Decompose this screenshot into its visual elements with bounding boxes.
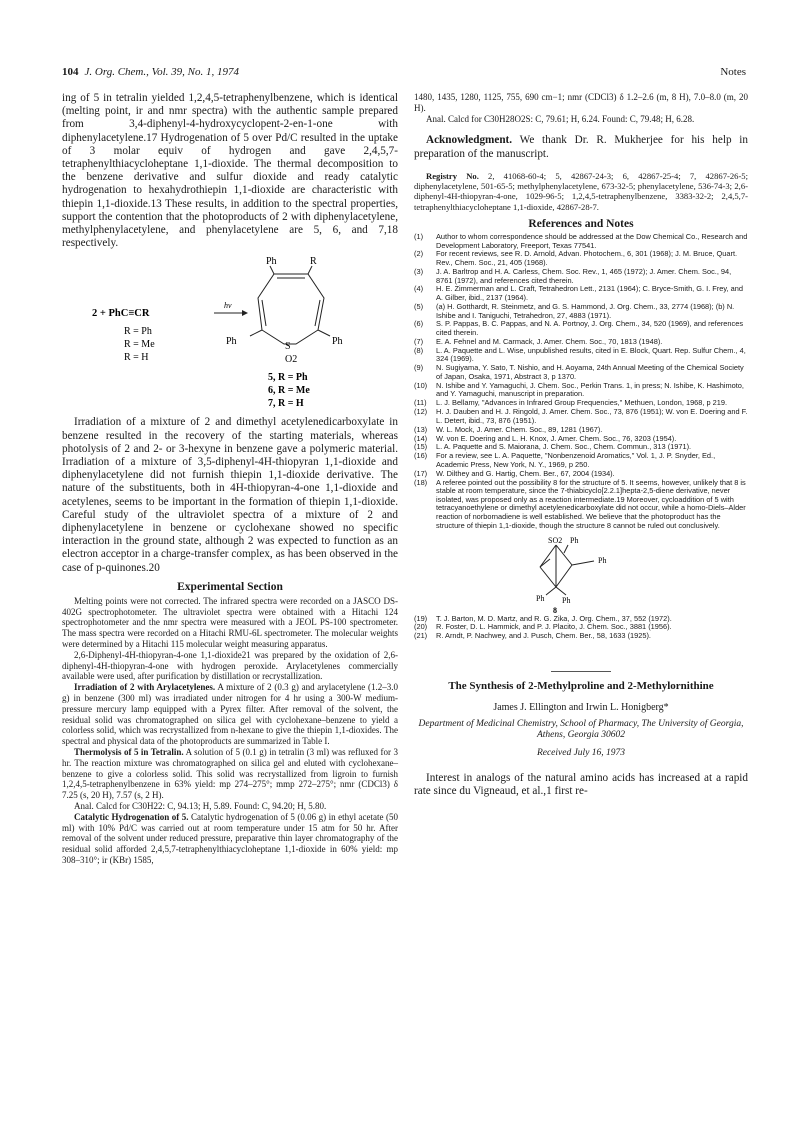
scheme-r-top: R <box>310 256 317 268</box>
fig8-so2: SO2 <box>548 535 563 545</box>
exp-runin-head: Irradiation of 2 with Arylacetylenes. <box>74 682 216 693</box>
fig8-label: 8 <box>553 605 557 615</box>
reference-text: T. J. Barton, M. D. Martz, and R. G. Zika, J. Org. Chem., 37, 552 (1972). <box>436 613 672 623</box>
paragraph-irradiation: Irradiation of a mixture of 2 and dimethyl acetylenedicarboxylate in benzene resulted in the recovery of the starting materials, whereas photolysis of 2 and 2- or 3-hexyne in benzene gave a polymeric material. Irradiation of a mixture of 3,5-diphenyl-4H-thiopyran 1,1-dioxide and diphenylacetylene did not furnish thiepin 1,1-dioxide derivative. The nature of the substituents, both in 4H-thiopyran-4-one 1,1-dioxide and acetylenes, seems to be important in the formation of thiepin 1,1-dioxide. Careful study of the ultraviolet spectra of a mixture of 2 and diphenylacetylene in benzene or cyclohexane showed no specific interaction in the ground state, although 2 was expected to function as an electron acceptor in a charge-transfer complex, as has been observed in the case of p-quinones.20 <box>62 416 398 574</box>
reference-text: For a review, see L. A. Paquette, "Nonbenzenoid Aromatics," Vol. 1, J. P. Snyder, Ed., Academic Press, New York, N. Y., 1969, p 250. <box>436 451 716 469</box>
reference-item <box>414 452 748 469</box>
reaction-scheme <box>62 250 398 416</box>
reference-text: H. J. Dauben and H. J. Ringold, J. Amer. Chem. Soc., 73, 876 (1951); W. von E. Doering and F. L. Detert, ibid., 73, 876 (1951). <box>436 407 748 425</box>
reference-text: A referee pointed out the possibility 8 for the structure of 5. It seems, however, unlikely that 8 is stable at room temperature, since the 7-thiabicyclo[2.2.1]hepta-2,5-diene derivative, never isolated, was proposed only as a reaction intermediate.19 Moreover, cycloaddition of 5 with tetracyanoethylene or dimethyl acetylenedicarboxylate did not occur, while a homo-Diels–Alder reaction of norbornadiene is well established. We believe that the photoproduct has the structure of thiepin 1,1-dioxide, though the structure 8 cannot be ruled out conclusively. <box>436 477 746 530</box>
reference-item <box>414 632 748 641</box>
exp-runin-text: Catalytic hydrogenation of 5 (0.06 g) in ethyl acetate (50 ml) with 10% Pd/C was carried out at room temperature under 15 atm for 50 hr. After removal of the solvent under reduced pressure, preparative thin layer chromatography of the residual solid afforded 2,4,5,7-tetraphenylthiacycloheptane 1,1-dioxide in 60% yield: mp 308–310°; ir (KBr) 1585, <box>62 811 399 865</box>
scheme-ph-top: Ph <box>266 256 277 268</box>
scheme-arrowhead <box>242 310 248 316</box>
fig8-bond <box>546 587 556 595</box>
scheme-drawing <box>62 250 398 416</box>
left-column <box>62 92 398 866</box>
reference-number: (9) <box>414 363 424 373</box>
reference-text: E. A. Fehnel and M. Carmack, J. Amer. Chem. Soc., 70, 1813 (1948). <box>436 336 663 346</box>
page-number: 104 <box>62 66 79 78</box>
scheme-r-item: R = H <box>124 352 149 364</box>
fig8-ph: Ph <box>598 555 607 565</box>
fig8-ph: Ph <box>562 595 571 605</box>
reference-text: W. von E. Doering and L. H. Knox, J. Amer. Chem. Soc., 76, 3203 (1954). <box>436 433 677 443</box>
reference-item <box>414 233 748 250</box>
exp-irradiation <box>62 682 398 747</box>
acknowledgment <box>414 134 748 160</box>
reference-item <box>414 285 748 302</box>
reference-item <box>414 347 748 364</box>
fig8-bond <box>540 567 556 587</box>
reference-number: (3) <box>414 266 424 276</box>
ack-text: We thank Dr. R. Mukherjee for his help in preparation of the manuscript. <box>414 134 748 160</box>
bond-ph-top <box>270 266 274 274</box>
bond-ph-right <box>318 330 330 336</box>
fig8-bond <box>556 565 572 587</box>
reference-number: (10) <box>414 380 428 390</box>
scheme-r-item: R = Ph <box>124 326 152 338</box>
references-list <box>414 233 748 530</box>
fig8-bond <box>572 561 594 565</box>
exp-runin-text: A solution of 5 (0.1 g) in tetralin (3 ml) was refluxed for 3 hr. The reaction mixture was chromatographed on silica gel and eluted with cyclohexane–benzene to give a colorless solid. This solid was recrystallized from ligroin to furnish 1,2,4,5-tetraphenylbenzene in 63% yield: mp 274–275°; mmp 272–275°; nmr (CDCl3) δ 7.25 (s, 20 H), 7.57 (s, 2 H). <box>62 747 398 801</box>
reference-text: L. A. Paquette and L. Wise, unpublished results, cited in E. Block, Quart. Rep. Sulfur Chem., 4, 324 (1969). <box>436 345 746 364</box>
scheme-ph-left: Ph <box>226 336 237 348</box>
article-received: Received July 16, 1973 <box>536 747 626 758</box>
reference-number: (19) <box>414 613 428 623</box>
registry-text: 2, 41068-60-4; 5, 42867-24-3; 6, 42867-25-4; 7, 42867-26-5; diphenylacetylene, 501-65-5; methylphenylacetylene, 673-32-5; phenylacetylene, 536-74-3; 2,6-diphenyl-4H-thiopyran-4-one, 1029-96-5; 1,2,4,5-tetraphenylbenzene, 3383-32-2; 2,4,5,7-tetraphenylthiacycloheptane 1,1-dioxide, 42867-28-7. <box>414 170 748 212</box>
reference-item <box>414 303 748 320</box>
running-header <box>62 66 746 80</box>
experimental-heading: Experimental Section <box>177 580 283 593</box>
reference-text: L. J. Bellamy, "Advances in Infrared Group Frequencies," Methuen, London, 1968, p 219. <box>436 398 728 408</box>
scheme-o2: O2 <box>285 354 298 366</box>
reference-number: (21) <box>414 631 428 641</box>
reference-text: S. P. Pappas, B. C. Pappas, and N. A. Portnoy, J. Org. Chem., 34, 520 (1969), and references cited therein. <box>436 319 744 337</box>
fig8-ph: Ph <box>570 535 579 545</box>
reference-item <box>414 268 748 285</box>
reference-number: (5) <box>414 301 424 311</box>
reference-text: J. A. Barltrop and H. A. Carless, Chem. Soc. Rev., 1, 465 (1972); J. Amer. Chem. Soc., 94, 8761 (1972), and references cited therein. <box>436 266 732 285</box>
reference-text: H. E. Zimmerman and L. Craft, Tetrahedron Lett., 2131 (1964); C. Bryce-Smith, G. I. Frey, and A. Gilber, ibid., 2137 (1964). <box>436 284 743 303</box>
reference-text: R. Foster, D. L. Hammick, and P. J. Placito, J. Chem. Soc., 3881 (1956). <box>436 622 672 632</box>
exp-instruments: Melting points were not corrected. The infrared spectra were recorded on a JASCO DS-402G spectrophotometer. The ultraviolet spectra were obtained with a Hitachi 124 spectrophotometer and the nmr spectra were measured with a JEOL PS-100 spectrometer. The mass spectra were recorded on a Hitachi RMU-6L spectrometer. The molecular weights were determined by a Hitachi 115 molecular weight measuring apparatus. <box>62 595 398 650</box>
reference-number: (13) <box>414 424 428 434</box>
reference-number: (4) <box>414 284 424 294</box>
article-authors: James J. Ellington and Irwin L. Honigberg* <box>493 701 669 713</box>
right-column <box>414 92 748 798</box>
header-left <box>62 66 239 78</box>
thiepin-ring <box>258 274 324 344</box>
reference-text: Author to whom correspondence should be addressed at the Dow Chemical Co., Research and Development Laboratory, Freeport, Texas 77541. <box>436 231 748 250</box>
article-divider <box>551 671 611 672</box>
scheme-product: 5, R = Ph <box>268 372 308 384</box>
reference-number: (16) <box>414 451 428 461</box>
bond-r-top <box>308 266 312 274</box>
scheme-product: 7, R = H <box>268 398 304 410</box>
reference-text: N. Sugiyama, Y. Sato, T. Nishio, and H. Aoyama, 24th Annual Meeting of the Chemical Society of Japan, Osaka, 1971, Abstract 3, p 1370. <box>436 363 744 381</box>
scheme-sulfur: S <box>285 341 291 353</box>
reference-item <box>414 382 748 399</box>
fig8-bond <box>540 545 556 567</box>
reference-text: W. L. Mock, J. Amer. Chem. Soc., 89, 1281 (1967). <box>436 424 603 434</box>
exp-analysis-2: Anal. Calcd for C30H28O2S: C, 79.61; H, 6.24. Found: C, 79.48; H, 6.28. <box>426 113 695 124</box>
reference-number: (11) <box>414 398 427 408</box>
reference-text: N. Ishibe and Y. Yamaguchi, J. Chem. Soc., Perkin Trans. 1, in press; N. Ishibe, K. Hashimoto, and Y. Yamaguchi, manuscript in preparation. <box>436 380 744 399</box>
fig8-ph: Ph <box>536 593 545 603</box>
structure-8-figure <box>414 531 748 615</box>
reference-number: (1) <box>414 231 424 241</box>
scheme-ph-right: Ph <box>332 336 343 348</box>
fig8-bond <box>556 545 572 565</box>
reference-number: (15) <box>414 442 428 452</box>
reference-number: (8) <box>414 345 424 355</box>
scheme-product: 6, R = Me <box>268 385 310 397</box>
reference-number: (2) <box>414 249 424 259</box>
reference-number: (14) <box>414 433 428 443</box>
article-title: The Synthesis of 2-Methylproline and 2-Methylornithine <box>448 679 714 692</box>
scheme-reactant: 2 + PhC≡CR <box>92 308 150 320</box>
journal-citation: J. Org. Chem., Vol. 39, No. 1, 1974 <box>84 66 240 78</box>
reference-number: (20) <box>414 622 428 632</box>
registry-heading: Registry No. <box>426 170 479 181</box>
article-affiliation: Department of Medicinal Chemistry, School of Pharmacy, The University of Georgia, Athens, Georgia 30602 <box>418 718 744 741</box>
reference-number: (17) <box>414 468 428 478</box>
structure-8-drawing <box>414 531 748 615</box>
exp-runin-head: Catalytic Hydrogenation of 5. <box>74 811 189 822</box>
fig8-bond <box>556 587 566 595</box>
reference-item <box>414 250 748 267</box>
exp-hydrogenation <box>62 812 398 866</box>
exp-starting-material: 2,6-Diphenyl-4H-thiopyran-4-one 1,1-dioxide21 was prepared by the oxidation of 2,6-diphenyl-4H-thiopyran-4-one with hydrogen peroxide. Arylacetylenes commercially available were used, after purification by distillation or recrystallization. <box>62 649 398 682</box>
references-list-continued <box>414 615 748 641</box>
section-label: Notes <box>720 66 746 78</box>
fig8-bond <box>564 545 568 553</box>
reference-text: L. A. Paquette and S. Maiorana, J. Chem. Soc., Chem. Commun., 313 (1971). <box>436 442 692 452</box>
paragraph-results: ing of 5 in tetralin yielded 1,2,4,5-tetraphenylbenzene, which is identical (melting point, ir and nmr spectra) with the authentic sample prepared from 3,4-diphenyl-4-hydroxycyclopent-2-en-1-one with diphenylacetylene.17 Hydrogenation of 5 over Pd/C resulted in the uptake of 3 molar equiv of hydrogen and gave 2,4,5,7-tetraphenylthiacycloheptane 1,1-dioxide. The thermal decomposition to the benzene derivative and sulfur dioxide and ready catalytic hydrogenation to hexahydrothiepin 1,1-dioxide are characteristic with thiepin 1,1-dioxide.13 These results, in addition to the spectral properties, support the contention that the photoproducts of 2 with diphenylacetylene, methylphenylacetylene, and phenylacetylene are 5, 6, and 7,18 respectively. <box>62 92 398 250</box>
reference-item <box>414 408 748 425</box>
reference-text: For recent reviews, see R. D. Arnold, Advan. Photochem., 6, 301 (1968); J. M. Bruce, Quart. Rev., Chem. Soc., 21, 405 (1968). <box>436 249 738 268</box>
scheme-hv: hν <box>224 301 232 311</box>
reference-number: (6) <box>414 319 424 329</box>
double-bond <box>262 300 266 326</box>
reference-number: (18) <box>414 477 428 487</box>
bond-ph-left <box>250 330 262 336</box>
reference-item <box>414 320 748 337</box>
reference-text: W. Dilthey and G. Hartig, Chem. Ber., 67, 2004 (1934). <box>436 468 615 478</box>
reference-item <box>414 364 748 381</box>
reference-text: R. Arndt, P. Nachwey, and J. Pusch, Chem. Ber., 58, 1633 (1925). <box>436 631 651 641</box>
ack-heading: Acknowledgment. <box>426 134 513 147</box>
reference-number: (7) <box>414 336 424 346</box>
registry-numbers <box>414 171 748 212</box>
exp-continued: 1480, 1435, 1280, 1125, 755, 690 cm−1; nmr (CDCl3) δ 1.2–2.6 (m, 8 H), 7.0–8.0 (m, 20 H). <box>414 92 748 113</box>
reference-item <box>414 479 748 531</box>
exp-thermolysis <box>62 747 398 801</box>
exp-analysis: Anal. Calcd for C30H22: C, 94.13; H, 5.89. Found: C, 94.20; H, 5.80. <box>74 801 327 812</box>
reference-number: (12) <box>414 407 428 417</box>
exp-runin-text: A mixture of 2 (0.3 g) and arylacetylene (1.2–3.0 g) in benzene (300 ml) was irradiated under nitrogen for 4 hr using a 300-W medium-pressure mercury lamp equipped with a Pyrex filter. After removal of the solvent, the residual solid was chromatographed on silica gel with cyclohexane–benzene to yield a colorless solid, which was recrystallized from n-hexane to give the thiepin 1,1-dioxides. The spectral and physical data of the photoproducts are summarized in Table I. <box>62 682 399 747</box>
reference-text: (a) H. Gotthardt, R. Steinmetz, and G. S. Hammond, J. Org. Chem., 33, 2774 (1968); (b) N. Ishibe and I. Taniguchi, Tetrahedron, 27, 4883 (1971). <box>436 301 735 320</box>
references-heading: References and Notes <box>528 217 634 230</box>
exp-runin-head: Thermolysis of 5 in Tetralin. <box>74 747 184 758</box>
scheme-r-item: R = Me <box>124 339 155 351</box>
article-intro: Interest in analogs of the natural amino acids has increased at a rapid rate since du Vigneaud, et al.,1 first re- <box>414 771 748 798</box>
